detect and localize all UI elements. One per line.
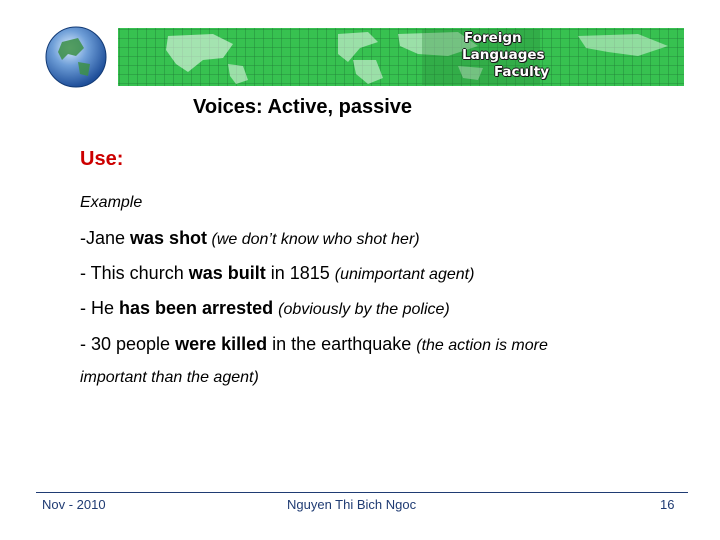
line-prefix: -Jane xyxy=(80,228,131,248)
example-line-4 xyxy=(80,334,548,355)
line-middle: in the earthquake xyxy=(267,334,417,354)
line-passive-verb: was shot xyxy=(130,228,208,248)
line-note: (obviously by the police) xyxy=(278,301,450,318)
example-label: Example xyxy=(80,194,143,211)
example-line-1 xyxy=(80,228,420,249)
example-line-4-continuation: important than the agent) xyxy=(80,369,259,386)
footer-page-number: 16 xyxy=(660,497,675,512)
banner-line-2: Languages xyxy=(462,47,545,63)
line-prefix: - This church xyxy=(80,263,189,283)
line-note: (we don’t know who shot her) xyxy=(207,231,420,248)
banner-line-3: Faculty xyxy=(494,64,550,80)
line-middle: in 1815 xyxy=(265,263,335,283)
section-heading: Use: xyxy=(80,148,124,170)
line-note: (unimportant agent) xyxy=(334,266,475,283)
faculty-logo-text xyxy=(462,30,572,81)
banner-line-1: Foreign xyxy=(464,30,522,46)
footer-date: Nov - 2010 xyxy=(42,497,106,512)
line-note: (the action is more xyxy=(416,337,548,354)
footer-divider xyxy=(36,492,688,493)
world-map-banner-graphic xyxy=(38,20,684,94)
line-prefix: - 30 people xyxy=(80,334,176,354)
line-passive-verb: was built xyxy=(188,263,266,283)
line-prefix: - He xyxy=(80,298,120,318)
slide-title: Voices: Active, passive xyxy=(193,96,413,118)
header-banner xyxy=(38,20,684,94)
line-passive-verb: has been arrested xyxy=(119,298,274,318)
footer-author: Nguyen Thi Bich Ngoc xyxy=(287,497,417,512)
example-line-2 xyxy=(80,263,474,284)
line-passive-verb: were killed xyxy=(175,334,268,354)
example-line-3 xyxy=(80,298,450,319)
